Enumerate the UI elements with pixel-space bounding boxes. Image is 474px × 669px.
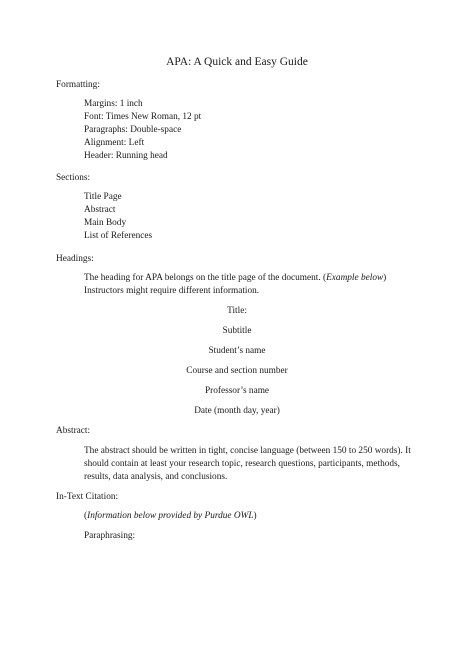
- title-page-line: Subtitle: [222, 326, 252, 336]
- headings-heading: Headings:: [56, 254, 94, 264]
- formatting-item: Paragraphs: Double-space: [84, 125, 182, 135]
- purdue-owl-italic: Information below provided by Purdue OWL: [87, 511, 254, 521]
- title-page-line: Student’s name: [208, 346, 266, 356]
- headings-paragraph-line-1: The heading for APA belongs on the title page of the document. (Example below): [84, 273, 387, 283]
- purdue-owl-note: (Information below provided by Purdue OWL): [84, 511, 257, 521]
- abstract-line: The abstract should be written in tight, concise language (between 150 to 250 words). It: [84, 446, 411, 456]
- abstract-line: results, data analysis, and conclusions.: [84, 472, 228, 482]
- in-text-citation-heading: In-Text Citation:: [56, 492, 119, 502]
- document-title: APA: A Quick and Easy Guide: [166, 56, 308, 68]
- title-page-line: Professor’s name: [204, 386, 270, 396]
- formatting-item: Font: Times New Roman, 12 pt: [84, 112, 202, 122]
- title-page-line: Course and section number: [186, 366, 288, 376]
- sections-item: Title Page: [84, 192, 122, 202]
- paraphrasing-label: Paraphrasing:: [84, 531, 136, 541]
- formatting-item: Alignment: Left: [84, 138, 145, 148]
- sections-item: Abstract: [84, 205, 116, 215]
- example-below-italic: Example below: [326, 273, 384, 283]
- sections-item: Main Body: [84, 218, 127, 228]
- title-page-line: Title:: [227, 306, 247, 316]
- formatting-heading: Formatting:: [56, 80, 100, 90]
- title-page-line: Date (month day, year): [194, 406, 280, 416]
- formatting-item: Margins: 1 inch: [84, 99, 143, 109]
- sections-heading: Sections:: [56, 173, 91, 183]
- abstract-heading: Abstract:: [56, 426, 91, 436]
- abstract-line: should contain at least your research topic, research questions, participants, methods,: [84, 459, 400, 469]
- formatting-item: Header: Running head: [84, 151, 168, 161]
- sections-item: List of References: [84, 231, 153, 241]
- headings-paragraph-line-2: Instructors might require different information.: [84, 286, 260, 296]
